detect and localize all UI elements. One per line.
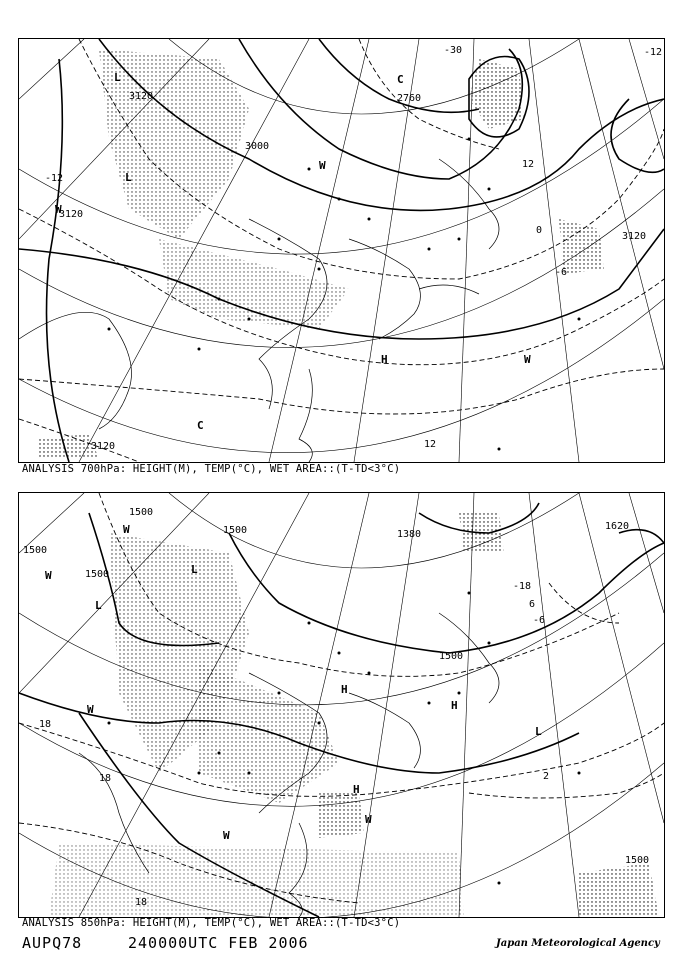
temp-label: 18: [39, 719, 52, 730]
height-label: 3120: [129, 91, 154, 102]
caption-850hpa: ANALYSIS 850hPa: HEIGHT(M), TEMP(°C), WET AREA::(T-TD<3°C): [22, 917, 401, 929]
high-letter: H: [341, 683, 348, 696]
height-label: 1500: [129, 507, 154, 518]
warm-letter: W: [55, 203, 62, 216]
wet-area: [319, 793, 364, 838]
caption-700hpa: ANALYSIS 700hPa: HEIGHT(M), TEMP(°C), WET AREA::(T-TD<3°C): [22, 463, 401, 475]
low-letter: L: [114, 71, 121, 84]
height-label: 2760: [397, 93, 422, 104]
map-panel-700hpa: [18, 38, 665, 463]
wet-area: [99, 49, 249, 239]
temp-label: -6: [533, 615, 546, 626]
height-label: 1500: [23, 545, 48, 556]
low-letter: L: [95, 599, 102, 612]
height-label: 1500: [625, 855, 650, 866]
map-700hpa-svg: [19, 39, 664, 462]
chart-id: AUPQ78: [22, 934, 83, 952]
height-label: 3120: [91, 441, 116, 452]
warm-letter: W: [87, 703, 94, 716]
height-label: 1500: [223, 525, 248, 536]
warm-letter: W: [524, 353, 531, 366]
high-letter: H: [381, 353, 388, 366]
agency-name: Japan Meteorological Agency: [496, 938, 660, 949]
map-850hpa-svg: [19, 493, 664, 917]
wet-area: [39, 434, 99, 459]
warm-letter: W: [223, 829, 230, 842]
wet-area: [579, 863, 659, 917]
height-label: 3120: [59, 209, 84, 220]
low-letter: L: [191, 563, 198, 576]
wet-area: [559, 219, 604, 274]
temp-label: -6: [555, 267, 568, 278]
height-label: 3120: [622, 231, 647, 242]
cold-letter: C: [397, 73, 404, 86]
map-panel-850hpa: [18, 492, 665, 918]
temp-label: -12: [45, 173, 64, 184]
temp-label: -18: [513, 581, 532, 592]
wet-area: [199, 663, 339, 803]
high-letter: H: [353, 783, 360, 796]
warm-letter: W: [365, 813, 372, 826]
warm-letter: W: [45, 569, 52, 582]
warm-letter: W: [319, 159, 326, 172]
temp-label: 2: [543, 771, 550, 782]
temp-label: 6: [529, 599, 536, 610]
temp-label: 0: [536, 225, 543, 236]
temp-label: 18: [99, 773, 112, 784]
temp-label: -12: [644, 47, 663, 58]
low-letter: L: [535, 725, 542, 738]
low-letter: L: [125, 171, 132, 184]
height-label: 1500: [85, 569, 110, 580]
warm-letter: W: [123, 523, 130, 536]
height-label: 1620: [605, 521, 630, 532]
valid-time: 240000UTC FEB 2006: [128, 934, 309, 952]
temp-label: 18: [135, 897, 148, 908]
wet-area: [159, 239, 349, 329]
temp-label: 12: [424, 439, 437, 450]
cold-letter: C: [197, 419, 204, 432]
height-label: 3000: [245, 141, 270, 152]
temp-label: 12: [522, 159, 535, 170]
temp-label: -30: [444, 45, 463, 56]
high-letter: H: [451, 699, 458, 712]
height-label: 1380: [397, 529, 422, 540]
height-label: 1500: [439, 651, 464, 662]
